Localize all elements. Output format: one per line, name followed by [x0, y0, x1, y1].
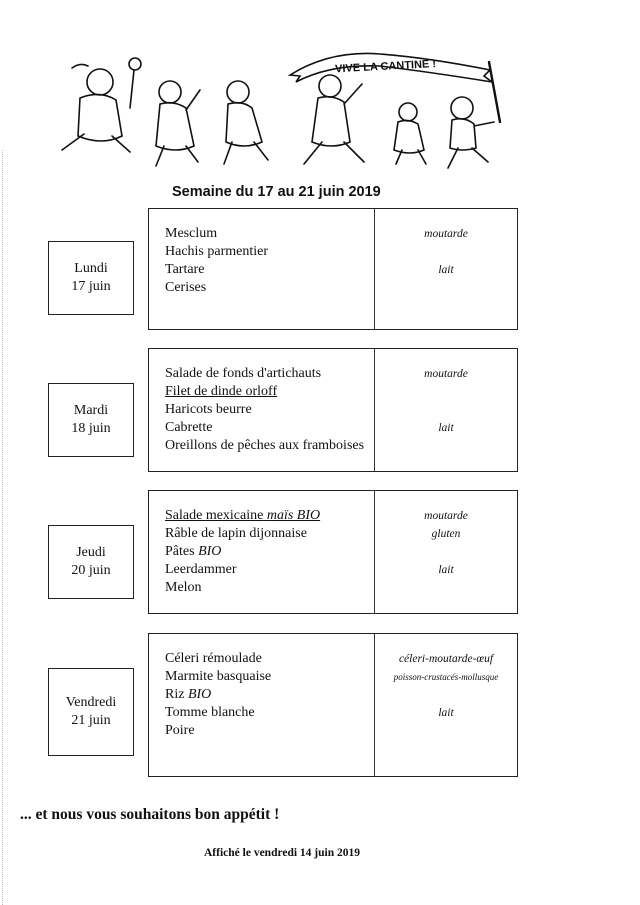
menu-item-text: Pâtes	[165, 544, 195, 559]
menu-item: Hachis parmentier	[165, 244, 269, 259]
closing-message: ... et nous vous souhaitons bon appétit !	[20, 806, 280, 823]
day-box-mardi	[48, 383, 134, 457]
day-name: Vendredi	[65, 695, 117, 710]
children-running-illustration	[0, 40, 520, 175]
banner-text: VIVE LA CANTINE !	[334, 58, 437, 76]
allergen-list	[375, 491, 517, 613]
allergen: lait	[438, 422, 454, 434]
menu-box-mardi	[148, 348, 518, 472]
posted-date: Affiché le vendredi 14 juin 2019	[204, 847, 360, 859]
allergen-list	[375, 209, 517, 329]
allergen: lait	[438, 564, 454, 576]
menu-item: Marmite basquaise	[165, 669, 272, 684]
menu-item: Leerdammer	[165, 562, 237, 577]
day-box-jeudi	[48, 525, 134, 599]
day-date: 18 juin	[71, 421, 111, 436]
menu-item: Filet de dinde orloff	[165, 384, 278, 399]
menu-item: Poire	[165, 723, 195, 738]
allergen	[375, 686, 517, 704]
day-date: 20 juin	[71, 563, 111, 578]
menu-item: Cerises	[165, 280, 207, 295]
menu-item: Tartare	[165, 262, 205, 277]
allergen	[375, 243, 517, 261]
menu-item	[165, 686, 374, 704]
allergen: poisson-crustacés-mollusque	[393, 672, 499, 682]
menu-list	[149, 349, 375, 471]
menu-box-jeudi	[148, 490, 518, 614]
allergen: lait	[438, 264, 454, 276]
menu-list	[149, 209, 375, 329]
menu-item: Mesclum	[165, 226, 218, 241]
allergen-list	[375, 634, 517, 776]
menu-box-lundi	[148, 208, 518, 330]
menu-item: Cabrette	[165, 420, 213, 435]
bio-label: BIO	[198, 544, 222, 559]
day-box-lundi	[48, 241, 134, 315]
menu-item: Melon	[165, 580, 202, 595]
allergen: gluten	[431, 528, 461, 540]
menu-item-text: Riz	[165, 687, 185, 702]
day-name: Jeudi	[76, 545, 106, 560]
allergen	[375, 383, 517, 401]
menu-item: Salade de fonds d'artichauts	[165, 366, 322, 381]
menu-item: Haricots beurre	[165, 402, 252, 417]
page-edge-dotted-line	[2, 150, 3, 905]
menu-item	[165, 543, 374, 561]
week-title: Semaine du 17 au 21 juin 2019	[172, 184, 381, 200]
menu-item: Céleri rémoulade	[165, 651, 262, 666]
allergen-list	[375, 349, 517, 471]
day-box-vendredi	[48, 668, 134, 756]
menu-item: Râble de lapin dijonnaise	[165, 526, 307, 541]
menu-item: Tomme blanche	[165, 705, 255, 720]
bio-label: maïs BIO	[266, 508, 321, 523]
allergen: céleri-moutarde-œuf	[398, 653, 494, 665]
menu-list	[149, 491, 375, 613]
allergen	[375, 543, 517, 561]
menu-item	[165, 507, 374, 525]
day-date: 17 juin	[71, 279, 111, 294]
allergen: lait	[438, 707, 454, 719]
day-name: Mardi	[73, 403, 109, 418]
menu-item-text: Salade mexicaine	[165, 508, 264, 523]
day-name: Lundi	[74, 261, 108, 276]
menu-box-vendredi	[148, 633, 518, 777]
menu-list	[149, 634, 375, 776]
day-date: 21 juin	[71, 713, 111, 728]
menu-item: Oreillons de pêches aux framboises	[165, 438, 365, 453]
allergen	[375, 401, 517, 419]
allergen: moutarde	[424, 510, 468, 522]
bio-label: BIO	[187, 687, 212, 702]
allergen: moutarde	[424, 368, 468, 380]
allergen: moutarde	[424, 228, 468, 240]
